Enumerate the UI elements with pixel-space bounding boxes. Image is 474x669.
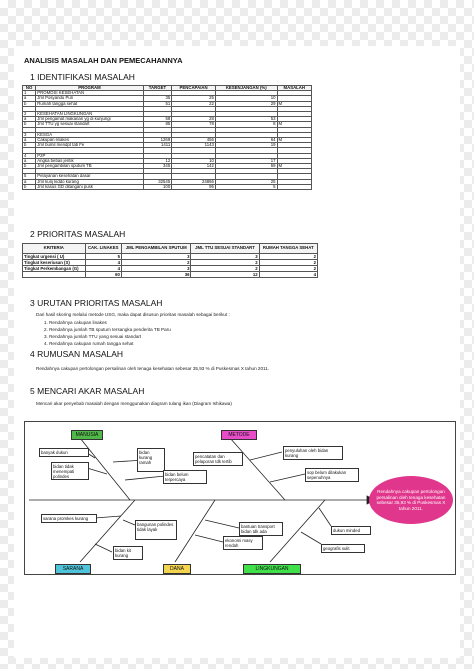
priority-table-cell: Tingkat keseriusan (S): [23, 260, 86, 266]
identification-table-header-cell: PENCAPAIAN: [172, 86, 216, 91]
priority-table: [22, 243, 318, 278]
priority-table-row: [23, 272, 318, 278]
cause-dukun-minded: dukun minded: [331, 526, 371, 535]
priority-table-cell: 2: [259, 266, 317, 272]
identification-table-cell: 25: [215, 179, 277, 184]
priority-table-header-cell: KRITERIA: [23, 244, 86, 254]
priority-table-cell: Tingkat urgensi ( U): [23, 254, 86, 260]
priority-table-cell: Tingkat Perkembangan (G): [23, 266, 86, 272]
identification-table-header-cell: NO: [23, 86, 36, 91]
identification-table-cell: 10: [172, 158, 216, 163]
identification-table-header-cell: PROGRAM: [36, 86, 143, 91]
identification-table-cell: Jml TTU yg sesuai standart: [36, 122, 143, 127]
cause-bidan-kit: bidan kit kurang: [113, 546, 143, 560]
identification-table-cell: Cakupan linakes: [36, 138, 143, 143]
priority-table-cell: 3: [121, 254, 191, 260]
identification-table-cell: 1143: [172, 143, 216, 148]
identification-table-cell: Rumah tangga sehat: [36, 101, 143, 106]
identification-table-cell: Jml kasus GD ditangani pusk: [36, 184, 143, 189]
identification-table-cell: 22: [172, 101, 216, 106]
priority-table-cell: 36: [121, 272, 191, 278]
section-3-title: URUTAN PRIORITAS MASALAH: [37, 298, 163, 308]
priority-table-header-cell: JML PENGAMBILAN SPUTUM: [121, 244, 191, 254]
section-5-title: MENCARI AKAR MASALAH: [37, 386, 145, 396]
category-sarana: SARANA: [55, 564, 91, 574]
identification-table-cell: 100: [143, 184, 172, 189]
identification-table-cell: Jml kunj kiddo kurang: [36, 179, 143, 184]
cause-pencatatan-pelaporan: pencatatan dan pelaporan tdk tertib: [193, 452, 243, 466]
section-5-number: 5: [30, 386, 35, 396]
identification-table-cell: 5: [215, 184, 277, 189]
identification-table-cell: 2: [23, 112, 36, 117]
identification-table-cell: 3: [23, 132, 36, 137]
identification-table-cell: a: [23, 117, 36, 122]
identification-table-cell: 78: [172, 122, 216, 127]
priority-item-4: 4. Rendahnya cakupan rumah tangga sehat: [44, 341, 134, 346]
identification-table-cell: b: [23, 143, 36, 148]
identification-table-cell: a: [23, 158, 36, 163]
identification-table-cell: 59: [215, 164, 277, 169]
priority-table-cell: 5: [85, 254, 121, 260]
identification-table-cell: Jml bumil mendpt tab Fe: [36, 143, 143, 148]
problem-statement: Rendahnya cakupan pertolongan persalinan oleh tenaga kesehatan sebesar 35,93 % di Puskesmas X tahun 2011.: [36, 366, 270, 371]
identification-table-cell: 8: [215, 122, 277, 127]
priority-item-1: 1. Rendahnya cakupan linakes: [44, 320, 107, 325]
identification-table-row: [23, 184, 312, 189]
identification-table-cell: P2P: [36, 153, 143, 158]
category-manusia: MANUSIA: [71, 430, 103, 440]
identification-table-cell: 456: [172, 138, 216, 143]
cause-sarana-promkes: sarana promkes kurang: [41, 514, 97, 523]
identification-table-cell: 25: [172, 96, 216, 101]
identification-table-cell: b: [23, 122, 36, 127]
identification-table-cell: 1269: [143, 138, 172, 143]
identification-table-cell: b: [23, 164, 36, 169]
priority-table-cell: 2: [191, 260, 259, 266]
section-1-heading: [30, 72, 135, 82]
fishbone-diagram: [24, 421, 456, 575]
identification-table-cell: Jml pengamat makanan yg di kunjungi: [36, 117, 143, 122]
identification-table-cell: 64: [215, 138, 277, 143]
priority-table-cell: 60: [85, 272, 121, 278]
identification-table-cell: Pelayanan kesehatan dasar: [36, 174, 143, 179]
section-1-title: IDENTIFIKASI MASALAH: [37, 72, 135, 82]
priority-table-cell: 4: [85, 266, 121, 272]
section-3-heading: [30, 298, 162, 308]
identification-table-cell: KESEHATAN LINGKUNGAN: [36, 112, 143, 117]
section-2-title: PRIORITAS MASALAH: [37, 229, 126, 239]
identification-table-cell: 85: [143, 122, 172, 127]
identification-table-cell: 12: [143, 158, 172, 163]
document-page: [14, 46, 460, 658]
priority-table-cell: 2: [191, 266, 259, 272]
cause-bantuan-transport: bantuan transport bidan tdk ada: [239, 522, 283, 536]
identification-table-cell: Jml pengambilan sputum TB: [36, 164, 143, 169]
identification-table-cell: 58: [143, 117, 172, 122]
cause-bidan-belum-terpercaya: bidan belum terpercaya: [163, 470, 207, 484]
cause-bangunan-polindes: bangunan polindes tidak layak: [135, 520, 177, 540]
section-2-number: 2: [30, 229, 35, 239]
cause-geografis-sulit: geografis sulit: [321, 544, 365, 553]
priority-table-cell: 3: [191, 254, 259, 260]
identification-table-cell: [277, 184, 311, 189]
section-4-number: 4: [30, 349, 35, 359]
identification-table-cell: 29: [215, 101, 277, 106]
identification-table-cell: 345: [143, 164, 172, 169]
identification-table-cell: b: [23, 184, 36, 189]
identification-table-header-cell: MASALAH: [277, 86, 311, 91]
priority-item-2: 2. Rendahnya jumlah TB sputum tersangka penderita TB Paru: [44, 327, 171, 332]
cause-sop-belum: sop belum dilakukan sepenuhnya: [305, 468, 359, 482]
identification-table-cell: a: [23, 179, 36, 184]
identification-table-cell: 142: [172, 164, 216, 169]
identification-table-cell: 51: [143, 101, 172, 106]
identification-table-cell: 1411: [143, 143, 172, 148]
section-5-text: Mencari akar penyebab masalah dengan menggunakan diagram tulang ikan (Diagram Ishikawa): [36, 401, 232, 406]
section-4-title: RUMUSAN MASALAH: [37, 349, 124, 359]
identification-table-cell: Jml Posyandu Puri: [36, 96, 143, 101]
identification-table-cell: 4: [23, 153, 36, 158]
section-4-heading: [30, 349, 123, 359]
section-1-number: 1: [30, 72, 35, 82]
identification-table-cell: 28: [172, 117, 216, 122]
priority-table-header-cell: RUMAH TANGGA SEHAT: [259, 244, 317, 254]
priority-table-cell: 12: [191, 272, 259, 278]
identification-table-cell: M: [277, 122, 311, 127]
cause-bidan-kurang-ramah: bidan kurang ramah: [137, 448, 165, 472]
identification-table: [22, 85, 312, 190]
identification-table-cell: a: [23, 138, 36, 143]
identification-table-cell: 32545: [143, 179, 172, 184]
priority-table-header-cell: JML TTU SESUAI STANDART: [191, 244, 259, 254]
document-title: ANALISIS MASALAH DAN PEMECAHANNYA: [24, 56, 183, 65]
identification-table-cell: 17: [215, 158, 277, 163]
section-2-heading: [30, 229, 125, 239]
identification-table-cell: a: [23, 96, 36, 101]
priority-table-cell: 2: [259, 260, 317, 266]
identification-table-header-cell: TARGET: [143, 86, 172, 91]
identification-table-cell: M: [277, 164, 311, 169]
identification-table-cell: 5: [23, 174, 36, 179]
priority-table-cell: [23, 272, 86, 278]
effect-problem-ellipse: Rendahnya cakupan pertolongan persalinan oleh tenaga kesehatan sebesar 35,93 % di Puskesmas X tahun 2011.: [369, 476, 453, 524]
identification-table-cell: 1: [23, 91, 36, 96]
priority-table-header-cell: CAK. LINAKES: [85, 244, 121, 254]
priority-table-cell: 2: [259, 254, 317, 260]
identification-table-cell: 53: [215, 117, 277, 122]
cause-penyuluhan-bidan: penyuluhan oleh bidan kurang: [283, 446, 343, 460]
category-lingkungan: LINGKUNGAN: [243, 564, 301, 574]
section-3-number: 3: [30, 298, 35, 308]
section-5-heading: [30, 386, 144, 396]
identification-table-cell: M: [277, 138, 311, 143]
section-3-intro: Dari hasil skoring melalui metode USG, maka dapat disusun prioritas masalah sebagai berikut :: [36, 312, 230, 317]
priority-table-cell: 4: [259, 272, 317, 278]
cause-bidan-tidak-menempati: bidan tidak menempati polindes: [51, 462, 89, 480]
identification-table-cell: M: [277, 101, 311, 106]
identification-table-cell: 35: [143, 96, 172, 101]
identification-table-cell: PROMOSI KESEHATAN: [36, 91, 143, 96]
cause-ekonomi-masy: ekonomi masy rendah: [223, 536, 263, 550]
cause-banyak-dukun: banyak dukun: [39, 448, 89, 457]
identification-table-cell: 19: [215, 143, 277, 148]
identification-table-header-cell: KESENJANGAN (%): [215, 86, 277, 91]
identification-table-cell: 10: [215, 96, 277, 101]
identification-table-cell: b: [23, 101, 36, 106]
priority-table-cell: 2: [121, 260, 191, 266]
identification-table-cell: KESGA: [36, 132, 143, 137]
identification-table-cell: 95: [172, 184, 216, 189]
priority-table-cell: 3: [121, 266, 191, 272]
priority-table-header: [23, 244, 318, 254]
category-metode: METODE: [221, 430, 257, 440]
priority-item-3: 3. Rendahnya jumlah TTU yang sesuai standart: [44, 334, 142, 339]
category-dana: DANA: [163, 564, 191, 574]
identification-table-cell: 24866: [172, 179, 216, 184]
priority-table-cell: 4: [85, 260, 121, 266]
identification-table-cell: Angka bebas jentik: [36, 158, 143, 163]
